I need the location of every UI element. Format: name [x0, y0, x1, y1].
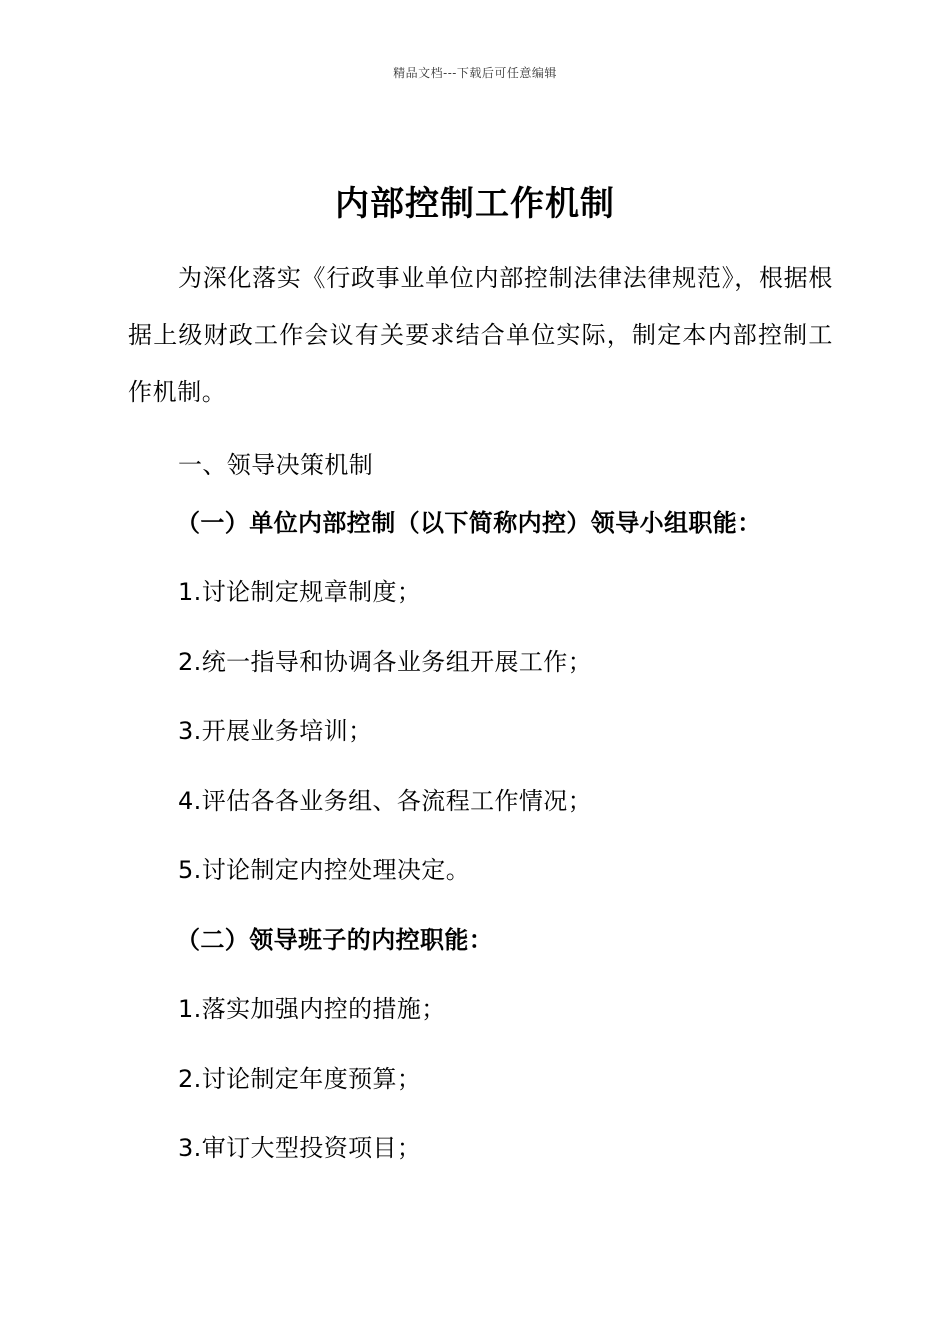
document-title: 内部控制工作机制 — [335, 184, 615, 224]
list-item: 1.落实加强内控的措施； — [178, 995, 446, 1023]
subsection-heading-team-functions: （二）领导班子的内控职能： — [176, 926, 494, 954]
list-item: 2.统一指导和协调各业务组开展工作； — [178, 648, 593, 676]
list-item: 4.评估各各业务组、各流程工作情况； — [178, 787, 593, 815]
section-heading-leadership: 一、领导决策机制 — [178, 451, 374, 479]
intro-paragraph: 为深化落实《行政事业单位内部控制法律法律规范》，根据根据上级财政工作会议有关要求结合单位实际，制定本内部控制工作机制。 — [128, 264, 833, 406]
list-item: 2.讨论制定年度预算； — [178, 1065, 422, 1093]
list-item: 1.讨论制定规章制度； — [178, 578, 422, 606]
list-item: 3.审订大型投资项目； — [178, 1134, 422, 1162]
header-note: 精品文档---下载后可任意编辑 — [393, 66, 557, 80]
list-item: 5.讨论制定内控处理决定。 — [178, 856, 471, 884]
subsection-heading-group-functions: （一）单位内部控制（以下简称内控）领导小组职能： — [176, 509, 762, 537]
list-item: 3.开展业务培训； — [178, 717, 373, 745]
